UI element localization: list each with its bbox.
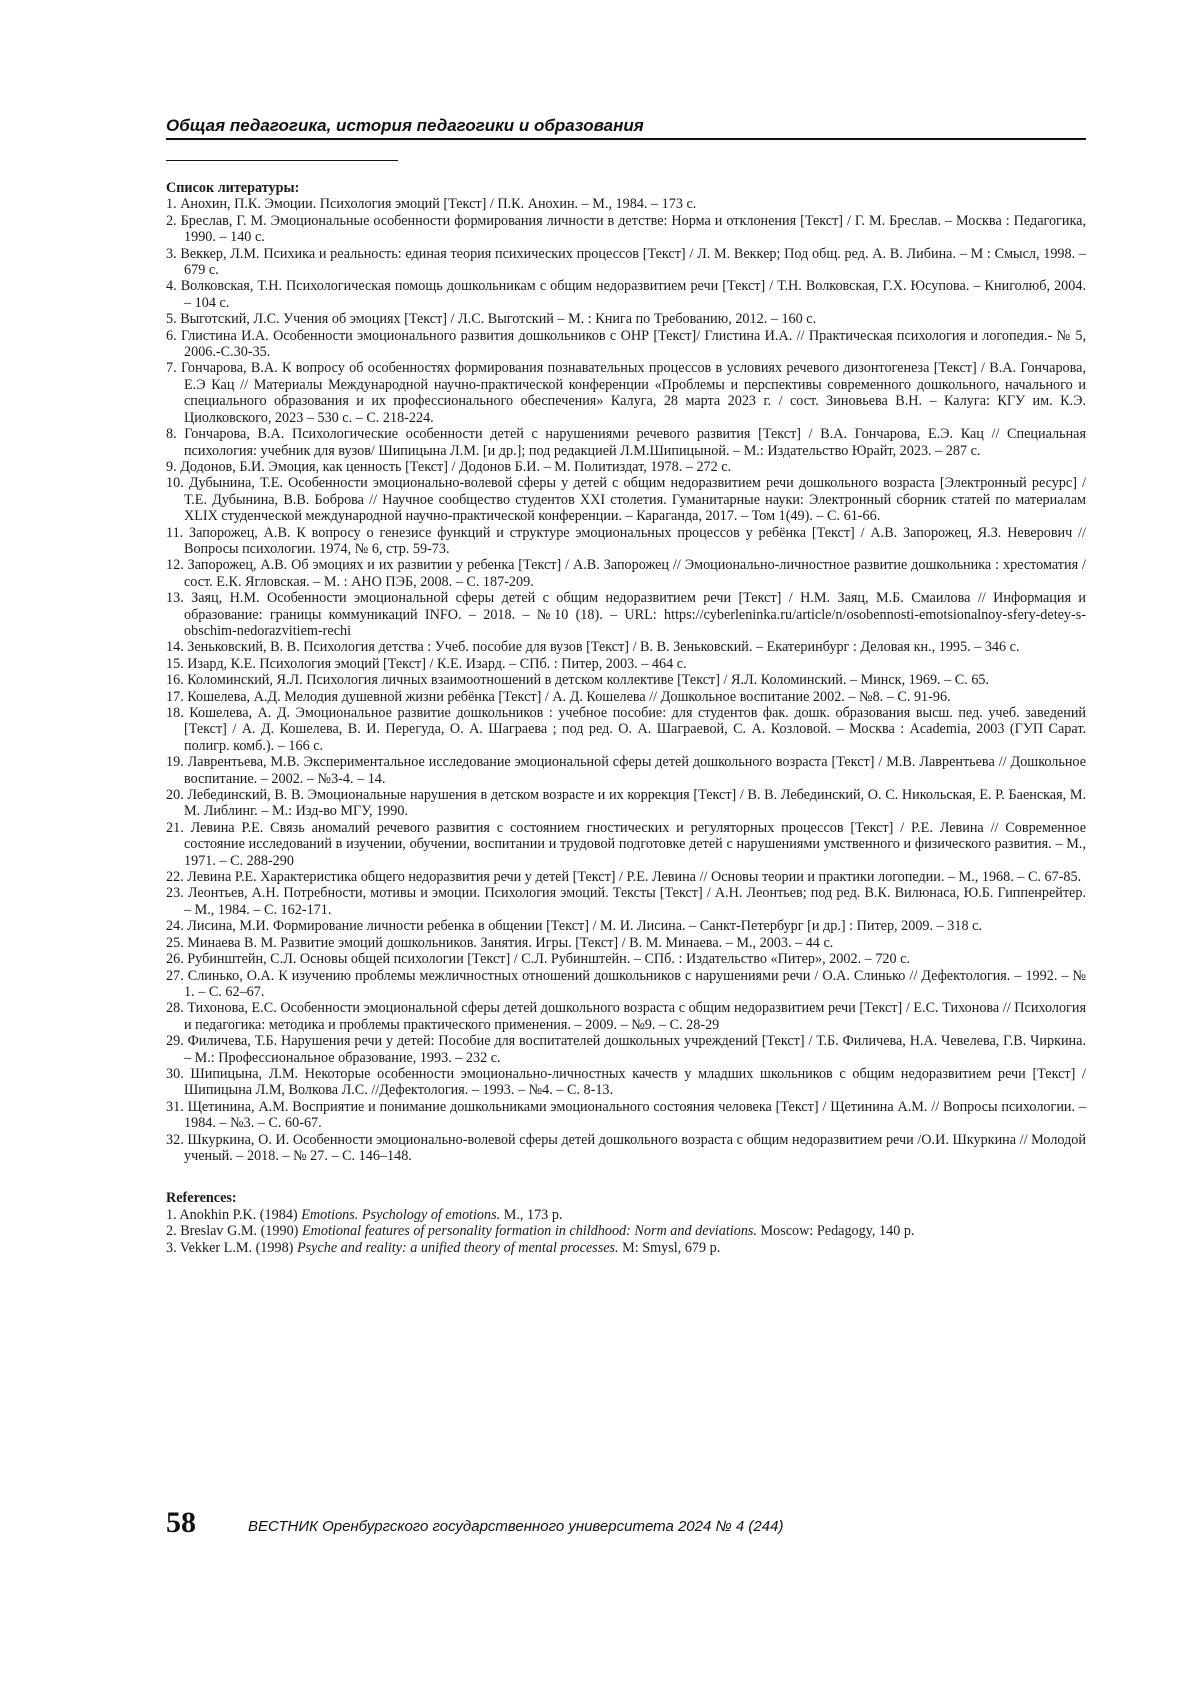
reference-suffix: M., 173 p.	[500, 1206, 563, 1223]
references-list	[166, 1207, 1086, 1256]
literature-item: 10. Дубынина, Т.Е. Особенности эмоционально-волевой сферы у детей с общим недоразвитием речи дошкольного возраста [Электронный ресурс] / Т.Е. Дубынина, В.В. Боброва // Научное сообщество студентов XXI столетия. Гуманитарные науки: Электронный сборник статей по материалам XLIX студенческой международной научно-практической конференции. – Караганда, 2017. – Том 1(49). – С. 61-66.	[166, 475, 1086, 525]
literature-item: 30. Шипицына, Л.М. Некоторые особенности эмоционально-личностных качеств у младших школьников с общим недоразвитием речи [Текст] / Шипицына Л.М, Волкова Л.С. //Дефектология. – 1993. – №4. – С. 8-13.	[166, 1065, 1086, 1099]
references-heading: References:	[166, 1190, 237, 1207]
header-short-rule	[166, 160, 398, 161]
literature-list	[166, 196, 1086, 1164]
reference-prefix: 2. Breslav G.M. (1990)	[166, 1223, 302, 1240]
literature-item: 17. Кошелева, А.Д. Мелодия душевной жизни ребёнка [Текст] / А. Д. Кошелева // Дошкольное воспитание 2002. – №8. – С. 91-96.	[166, 688, 951, 705]
literature-item: 19. Лаврентьева, М.В. Экспериментальное исследование эмоциональной сферы детей дошкольного возраста [Текст] / М.В. Лаврентьева // Дошкольное воспитание. – 2002. – №3-4. – 14.	[166, 754, 1086, 787]
literature-item: 12. Запорожец, А.В. Об эмоциях и их развитии у ребенка [Текст] / А.В. Запорожец // Эмоционально-личностное развитие дошкольника : хрестоматия / сост. Е.К. Ягловская. – М. : АНО ПЭБ, 2008. – С. 187-209.	[166, 557, 1086, 590]
literature-item: 15. Изард, К.Е. Психология эмоций [Текст] / К.Е. Изард. – СПб. : Питер, 2003. – 464 с.	[166, 655, 687, 672]
reference-prefix: 3. Vekker L.M. (1998)	[166, 1239, 297, 1256]
reference-item	[166, 1207, 1086, 1223]
literature-item: 16. Коломинский, Я.Л. Психология личных взаимоотношений в детском коллективе [Текст] / Я.Л. Коломинский. – Минск, 1969. – С. 65.	[166, 672, 990, 689]
literature-item: 22. Левина Р.Е. Характеристика общего недоразвития речи у детей [Текст] / Р.Е. Левина // Основы теории и практики логопедии. – М., 1968. – С. 67-85.	[166, 869, 1082, 886]
literature-item: 25. Минаева В. М. Развитие эмоций дошкольников. Занятия. Игры. [Текст] / В. М. Минаева. – М., 2003. – 44 с.	[166, 934, 834, 951]
literature-item: 18. Кошелева, А. Д. Эмоциональное развитие дошкольников : учебное пособие: для студентов фак. дошк. образования высш. пед. учеб. заведений [Текст] / А. Д. Кошелева, В. И. Перегуда, О. А. Шаграева ; под ред. О. А. Шаграевой, С. А. Козловой. – Москва : Academia, 2003 (ГУП Сарат. полигр. комб.). – 166 с.	[166, 705, 1086, 754]
reference-title: Emotional features of personality formation in childhood: Norm and deviations.	[301, 1223, 757, 1240]
reference-suffix: Moscow: Pedagogy, 140 p.	[756, 1223, 915, 1240]
literature-item: 11. Запорожец, А.В. К вопросу о генезисе функций и структуре эмоциональных процессов у ребёнка [Текст] / А.В. Запорожец, Я.З. Неверович // Вопросы психологии. 1974, № 6, стр. 59-73.	[166, 524, 1086, 557]
literature-item: 13. Заяц, Н.М. Особенности эмоциональной сферы детей с общим недоразвитием речи [Текст] / Н.М. Заяц, М.Б. Смаилова // Информация и образование: границы коммуникаций INFO. – 2018. – №10 (18). – URL: https://cyberleninka.ru/article/n/osobennosti-emotsionalnoy-sfery-detey-s-obschim-nedorazvitiem-rechi	[166, 590, 1086, 639]
reference-title: Emotions. Psychology of emotions.	[301, 1206, 501, 1223]
reference-title: Psyche and reality: a unified theory of mental processes.	[296, 1239, 619, 1256]
literature-item: 9. Додонов, Б.И. Эмоция, как ценность [Текст] / Додонов Б.И. – М. Политиздат, 1978. – 272 с.	[166, 458, 732, 475]
section-header-title: Общая педагогика, история педагогики и образования	[166, 116, 644, 135]
literature-item: 2. Бреслав, Г. М. Эмоциональные особенности формирования личности в детстве: Норма и отклонения [Текст] / Г. М. Бреслав. – Москва : Педагогика, 1990. – 140 с.	[166, 212, 1086, 246]
literature-item: 1. Анохин, П.К. Эмоции. Психология эмоций [Текст] / П.К. Анохин. – М., 1984. – 173 с.	[166, 196, 697, 213]
literature-heading: Список литературы:	[166, 180, 300, 196]
literature-item: 32. Шкуркина, О. И. Особенности эмоционально-волевой сферы детей дошкольного возраста с общим недоразвитием речи /О.И. Шкуркина // Молодой ученый. – 2018. – № 27. – С. 146–148.	[166, 1131, 1086, 1164]
journal-name: ВЕСТНИК Оренбургского государственного университета 2024 № 4 (244)	[248, 1518, 784, 1535]
reference-prefix: 1. Anokhin P.K. (1984)	[166, 1206, 302, 1223]
page-footer	[166, 1506, 1086, 1546]
literature-item: 6. Глистина И.А. Особенности эмоционального развития дошкольников с ОНР [Текст]/ Глистина И.А. // Практическая психология и логопедия.- № 5, 2006.-С.30-35.	[166, 327, 1086, 361]
literature-item: 3. Веккер, Л.М. Психика и реальность: единая теория психических процессов [Текст] / Л. М. Веккер; Под общ. ред. А. В. Либина. – М : Смысл, 1998. – 679 с.	[166, 245, 1086, 279]
bibliography	[166, 180, 1086, 1256]
literature-item: 24. Лисина, М.И. Формирование личности ребенка в общении [Текст] / М. И. Лисина. – Санкт-Петербург [и др.] : Питер, 2009. – 318 с.	[166, 918, 982, 935]
literature-item: 14. Зеньковский, В. В. Психология детства : Учеб. пособие для вузов [Текст] / В. В. Зеньковский. – Екатеринбург : Деловая кн., 1995. – 346 с.	[166, 639, 1020, 656]
reference-item	[166, 1240, 1086, 1256]
literature-item: 26. Рубинштейн, С.Л. Основы общей психологии [Текст] / С.Л. Рубинштейн. – СПб. : Издательство «Питер», 2002. – 720 с.	[166, 951, 910, 968]
page-number: 58	[166, 1506, 196, 1539]
header-rule	[166, 138, 1086, 140]
literature-item: 21. Левина Р.Е. Связь аномалий речевого развития с состоянием гностических и регуляторных процессов [Текст] / Р.Е. Левина // Современное состояние исследований в изучении, обучении, воспитании и трудовой подготовке детей с нарушениями умственного и физического развития. – М., 1971. – С. 288-290	[166, 819, 1086, 869]
literature-item: 23. Леонтьев, А.Н. Потребности, мотивы и эмоции. Психология эмоций. Тексты [Текст] / А.Н. Леонтьев; под ред. В.К. Вилюнаса, Ю.Б. Гиппенрейтер. – М., 1984. – С. 162-171.	[166, 885, 1086, 918]
reference-item	[166, 1223, 1086, 1239]
literature-item: 4. Волковская, Т.Н. Психологическая помощь дошкольникам с общим недоразвитием речи [Текст] / Т.Н. Волковская, Г.Х. Юсупова. – Книголюб, 2004. – 104 с.	[166, 278, 1086, 311]
literature-item: 7. Гончарова, В.А. К вопросу об особенностях формирования познавательных процессов в условиях речевого дизонтогенеза [Текст] / В.А. Гончарова, Е.Э Кац // Материалы Международной научно-практической конференции «Проблемы и перспективы современного дошкольного, начального и специального образования и их профессионального обеспечения» Калуга, 28 марта 2023 г. / сост. Зиновьева В.Н. – Калуга: КГУ им. К.Э. Циолковского, 2023 – 530 с. – С. 218-224.	[166, 360, 1086, 426]
literature-item: 31. Щетинина, А.М. Восприятие и понимание дошкольниками эмоционального состояния человека [Текст] / Щетинина А.М. // Вопросы психологии. – 1984. – №3. – С. 60-67.	[166, 1098, 1086, 1132]
literature-item: 5. Выготский, Л.С. Учения об эмоциях [Текст] / Л.С. Выготский – М. : Книга по Требованию, 2012. – 160 с.	[166, 311, 817, 328]
literature-item: 27. Слинько, О.А. К изучению проблемы межличностных отношений дошкольников с нарушениями речи / О.А. Слинько // Дефектология. – 1992. – № 1. – С. 62–67.	[166, 967, 1086, 1000]
literature-item: 20. Лебединский, В. В. Эмоциональные нарушения в детском возрасте и их коррекция [Текст] / В. В. Лебединский, О. С. Никольская, Е. Р. Баенская, М. М. Либлинг. – М.: Изд-во МГУ, 1990.	[166, 787, 1086, 820]
literature-item: 8. Гончарова, В.А. Психологические особенности детей с нарушениями речевого развития [Текст] / В.А. Гончарова, Е.Э. Кац // Специальная психология: учебник для вузов/ Шипицына Л.М. [и др.]; под редакцией Л.М.Шипицыной. – М.: Издательство Юрайт, 2023. – 287 с.	[166, 426, 1086, 459]
literature-item: 28. Тихонова, Е.С. Особенности эмоциональной сферы детей дошкольного возраста с общим недоразвитием речи [Текст] / Е.С. Тихонова // Психология и педагогика: методика и проблемы практического применения. – 2009. – №9. – С. 28-29	[166, 1000, 1086, 1033]
references-section	[166, 1190, 1086, 1256]
literature-item: 29. Филичева, Т.Б. Нарушения речи у детей: Пособие для воспитателей дошкольных учреждений [Текст] / Т.Б. Филичева, Н.А. Чевелева, Г.В. Чиркина. – М.: Профессиональное образование, 1993. – 232 с.	[166, 1033, 1086, 1066]
reference-suffix: M: Smysl, 679 p.	[618, 1239, 721, 1256]
